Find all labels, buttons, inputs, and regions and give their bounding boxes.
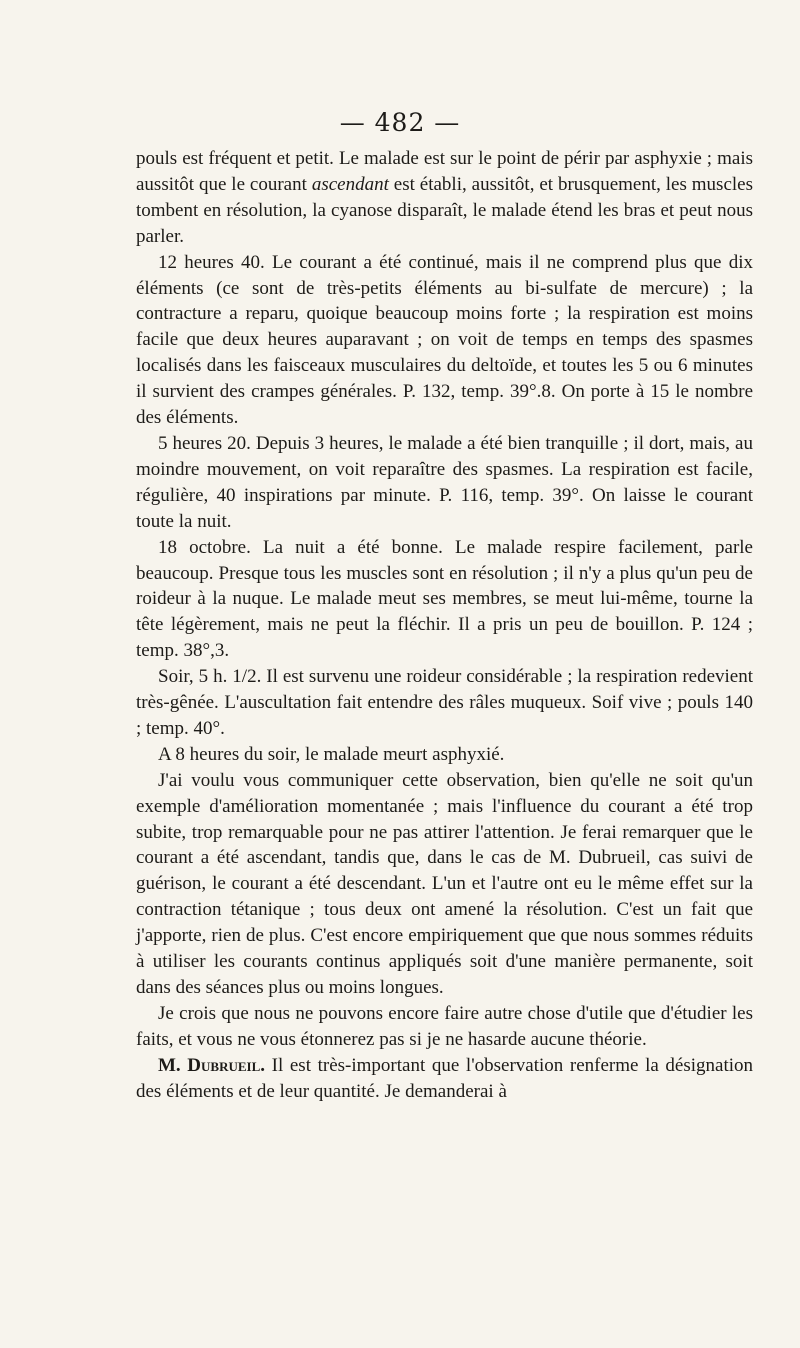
paragraph-4: 18 octobre. La nuit a été bonne. Le malade respire facilement, parle beaucoup. Presque tous les muscles sont en résolution ; il n'y a plus qu'un peu de roideur à la nuque. Le malade meut ses membres, se meut lui-même, tourne la tête légèrement, mais ne peut la fléchir. Il a pris un peu de bouillon. P. 124 ; temp. 38°,3. [136, 536, 753, 662]
paragraph-2: 12 heures 40. Le courant a été continué, mais il ne comprend plus que dix éléments (ce sont de très-petits éléments au bi-sulfate de mercure) ; la contracture a reparu, quoique beaucoup moins forte ; la respiration est moins facile que deux heures auparavant ; on voit de temps en temps des spasmes localisés dans les faisceaux musculaires du deltoïde, et toutes les 5 ou 6 minutes il survient des crampes générales. P. 132, temp. 39°.8. On porte à 15 le nombre des éléments. [136, 251, 753, 429]
paragraph-3: 5 heures 20. Depuis 3 heures, le malade a été bien tranquille ; il dort, mais, au moindre mouvement, on voit reparaître des spasmes. La respiration est facile, régulière, 40 inspirations par minute. P. 116, temp. 39°. On laisse le courant toute la nuit. [136, 432, 753, 532]
paragraph-1 [136, 146, 753, 250]
paragraph-9-text: Il est très-important que l'observation renferme la désignation des éléments et de leur quantité. Je demanderai à [136, 1054, 753, 1102]
paragraph-9 [136, 1053, 753, 1105]
paragraph-8: Je crois que nous ne pouvons encore faire autre chose d'utile que d'étudier les faits, et vous ne vous étonnerez pas si je ne hasarde aucune théorie. [136, 1002, 753, 1050]
page-number: — 482 — [339, 108, 461, 137]
paragraph-5: Soir, 5 h. 1/2. Il est survenu une roideur considérable ; la respiration redevient très-gênée. L'auscultation fait entendre des râles muqueux. Soif vive ; pouls 140 ; temp. 40°. [136, 666, 753, 739]
paragraph-7: J'ai voulu vous communiquer cette observation, bien qu'elle ne soit qu'un exemple d'amélioration momentanée ; mais l'influence du courant a été trop subite, trop remarquable pour ne pas attirer l'attention. Je ferai remarquer que le courant a été ascendant, tandis que, dans le cas de M. Dubrueil, cas suivi de guérison, le courant a été descendant. L'un et l'autre ont eu le même effet sur la contraction tétanique ; tous deux ont amené la résolution. C'est un fait que j'apporte, rien de plus. C'est encore empiriquement que que nous sommes réduits à utiliser les courants continus appliqués soit d'une manière permanente, soit dans des séances plus ou moins longues. [136, 769, 753, 998]
paragraph-6: A 8 heures du soir, le malade meurt asphyxié. [158, 743, 505, 765]
paragraph-1-italic: ascendant [311, 173, 389, 195]
speaker-name: M. Dubrueil. [158, 1054, 266, 1076]
paragraph-1-part-a: pouls est fréquent et petit. Le malade est sur le point de périr par asphyxie ; mais aussitôt que le courant [136, 148, 753, 195]
body-text [136, 146, 753, 1105]
paragraph-1-part-b: est établi, aussitôt, et brusquement, les muscles tombent en résolution, la cyanose disparaît, le malade étend les bras et peut nous parler. [136, 173, 753, 247]
